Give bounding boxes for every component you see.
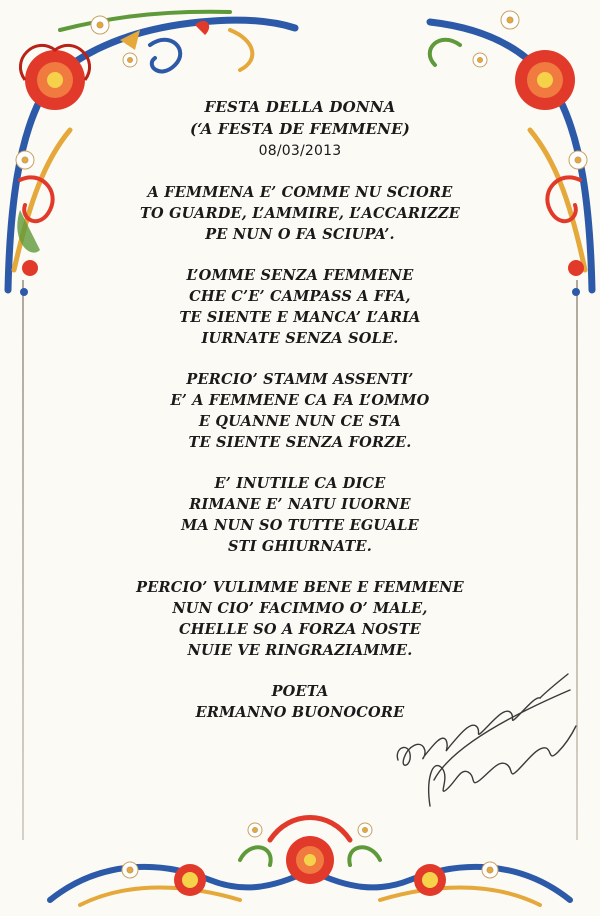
verse-line: MA NUN SO TUTTE EGUALE — [181, 517, 419, 534]
handwritten-signature-icon — [390, 630, 580, 820]
verse-line: PE NUN O FA SCIUPA’. — [205, 226, 395, 243]
verse-line: NUN CIO’ FACIMMO O’ MALE, — [172, 600, 428, 617]
verse-line: CHE C’E’ CAMPASS A FFA, — [189, 288, 411, 305]
stanza-3 — [80, 369, 520, 453]
poem-date: 08/03/2013 — [258, 143, 342, 159]
verse-line: E QUANNE NUN CE STA — [198, 413, 402, 430]
verse-line: L’OMME SENZA FEMMENE — [186, 267, 414, 284]
poem-title: FESTA DELLA DONNA — [204, 98, 396, 116]
verse-line: TO GUARDE, L’AMMIRE, L’ACCARIZZE — [140, 205, 460, 222]
stanza-1 — [80, 182, 520, 245]
verse-line: TE SIENTE SENZA FORZE. — [188, 434, 412, 451]
verse-line: STI GHIURNATE. — [227, 538, 373, 555]
poem-subtitle: (‘A FESTA DE FEMMENE) — [189, 120, 411, 138]
verse-line: TE SIENTE E MANCA’ L’ARIA — [179, 309, 421, 326]
author-role: POETA — [271, 683, 329, 700]
poem-header — [80, 96, 520, 162]
verse-line: RIMANE E’ NATU IUORNE — [189, 496, 411, 513]
verse-line: CHELLE SO A FORZA NOSTE — [179, 621, 421, 638]
verse-line: E’ A FEMMENE CA FA L’OMMO — [170, 392, 430, 409]
verse-line: PERCIO’ STAMM ASSENTI’ — [186, 371, 414, 388]
verse-line: E’ INUTILE CA DICE — [214, 475, 386, 492]
stanza-2 — [80, 265, 520, 349]
author-name: ERMANNO BUONOCORE — [195, 704, 405, 721]
verse-line: IURNATE SENZA SOLE. — [201, 330, 399, 347]
border-line-left — [22, 280, 24, 840]
verse-line: A FEMMENA E’ COMME NU SCIORE — [147, 184, 453, 201]
verse-line: PERCIO’ VULIMME BENE E FEMMENE — [136, 579, 464, 596]
stanza-4 — [80, 473, 520, 557]
poem — [80, 96, 520, 723]
verse-line: NUIE VE RINGRAZIAMME. — [187, 642, 413, 659]
